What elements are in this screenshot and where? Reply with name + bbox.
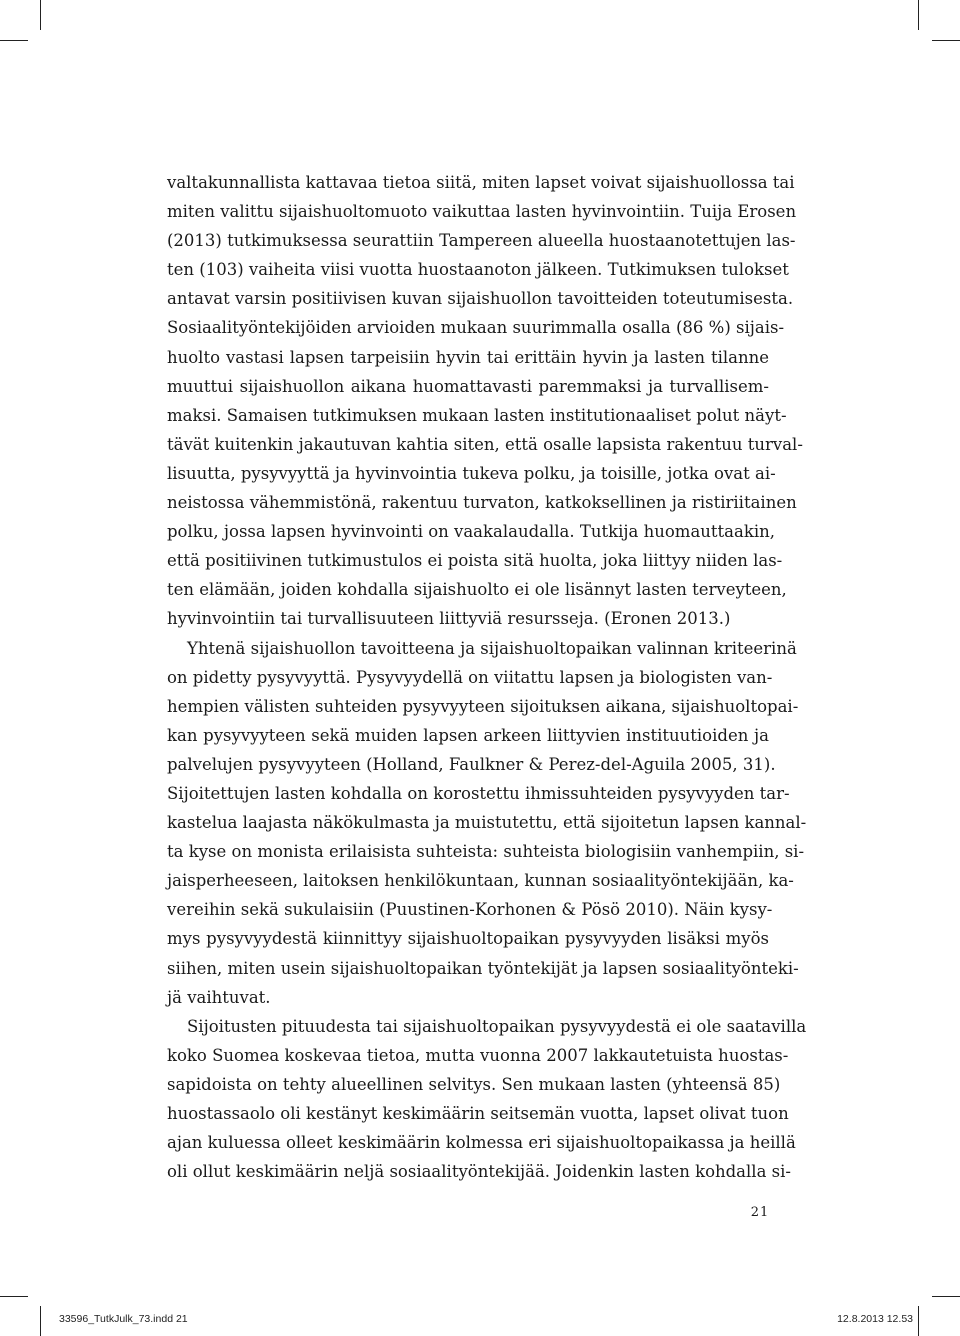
text-line: polku, jossa lapsen hyvinvointi on vaakalaudalla. Tutkija huomauttaakin,: [167, 522, 775, 542]
text-line: jaisperheeseen, laitoksen henkilökuntaan, kunnan sosiaalityöntekijään, ka-: [167, 871, 794, 891]
crop-mark: [932, 40, 960, 41]
text-line: huostassaolo oli kestänyt keskimäärin seitsemän vuotta, lapset olivat tuon: [167, 1104, 789, 1123]
text-line: lisuutta, pysyvyyttä ja hyvinvointia tukeva polku, ja toisille, jotka ovat ai-: [167, 463, 776, 483]
text-line: ajan kuluessa olleet keskimäärin kolmessa eri sijaishuoltopaikassa ja heillä: [167, 1133, 796, 1153]
text-line: ten (103) vaiheita viisi vuotta huostaanoton jälkeen. Tutkimuksen tulokset: [167, 260, 789, 280]
slug-filename: 33596_TutkJulk_73.indd 21: [59, 1313, 188, 1325]
text-line: hyvinvointiin tai turvallisuuteen liittyviä resursseja. (Eronen 2013.): [167, 609, 731, 629]
crop-mark: [0, 40, 28, 41]
text-line: koko Suomea koskevaa tietoa, mutta vuonna 2007 lakkautetuista huostas-: [167, 1045, 789, 1065]
text-line: vereihin sekä sukulaisiin (Puustinen-Korhonen & Pösö 2010). Näin kysy-: [167, 900, 773, 920]
text-line: jä vaihtuvat.: [167, 987, 271, 1007]
text-line: sapidoista on tehty alueellinen selvitys. Sen mukaan lasten (yhteensä 85): [167, 1074, 781, 1094]
slug-datetime: 12.8.2013 12.53: [837, 1313, 913, 1325]
crop-mark: [40, 0, 41, 30]
text-line: Sijoitettujen lasten kohdalla on korostettu ihmissuhteiden pysyvyyden tar-: [167, 783, 790, 803]
text-line: on pidetty pysyvyyttä. Pysyvyydellä on viitattu lapsen ja biologisten van-: [167, 667, 773, 687]
text-line: muuttui sijaishuollon aikana huomattavasti paremmaksi ja turvallisem-: [167, 376, 769, 396]
text-line: Yhtenä sijaishuollon tavoitteena ja sijaishuoltopaikan valinnan kriteerinä: [187, 638, 797, 658]
text-line: miten valittu sijaishuoltomuoto vaikuttaa lasten hyvinvointiin. Tuija Erosen: [167, 202, 797, 222]
text-line: tävät kuitenkin jakautuvan kahtia siten, että osalle lapsista rakentuu turval-: [167, 434, 803, 454]
crop-mark: [0, 1296, 28, 1297]
crop-mark: [40, 1306, 41, 1336]
text-line: antavat varsin positiivisen kuvan sijaishuollon tavoitteiden toteutumisesta.: [167, 289, 794, 309]
text-line: valtakunnallista kattavaa tietoa siitä, miten lapset voivat sijaishuollossa tai: [167, 173, 795, 192]
text-line: oli ollut keskimäärin neljä sosiaalityöntekijää. Joidenkin lasten kohdalla si-: [167, 1162, 791, 1182]
page-number: 21: [750, 1205, 770, 1220]
body-text: [167, 168, 807, 1186]
text-line: neistossa vähemmistönä, rakentuu turvaton, katkoksellinen ja ristiriitainen: [167, 493, 797, 513]
text-line: siihen, miten usein sijaishuoltopaikan työntekijät ja lapsen sosiaalityönteki-: [167, 958, 799, 978]
text-line: maksi. Samaisen tutkimuksen mukaan lasten institutionaaliset polut näyt-: [167, 405, 787, 425]
text-line: huolto vastasi lapsen tarpeisiin hyvin tai erittäin hyvin ja lasten tilanne: [167, 347, 769, 367]
text-line: hempien välisten suhteiden pysyvyyteen sijoituksen aikana, sijaishuoltopai-: [167, 696, 799, 716]
text-line: (2013) tutkimuksessa seurattiin Tampereen alueella huostaanotettujen las-: [167, 231, 796, 251]
text-line: mys pysyvyydestä kiinnittyy sijaishuoltopaikan pysyvyyden lisäksi myös: [167, 929, 769, 949]
text-line: palvelujen pysyvyyteen (Holland, Faulkner & Perez-del-Aguila 2005, 31).: [167, 754, 776, 774]
text-line: ten elämään, joiden kohdalla sijaishuolto ei ole lisännyt lasten terveyteen,: [167, 580, 787, 600]
text-line: kan pysyvyyteen sekä muiden lapsen arkeen liittyvien instituutioiden ja: [167, 725, 769, 745]
text-line: Sijoitusten pituudesta tai sijaishuoltopaikan pysyvyydestä ei ole saatavilla: [187, 1016, 807, 1036]
text-line: kastelua laajasta näkökulmasta ja muistutettu, että sijoitetun lapsen kannal-: [167, 813, 807, 833]
text-line: että positiivinen tutkimustulos ei poista sitä huolta, joka liittyy niiden las-: [167, 551, 783, 571]
crop-mark: [918, 1306, 919, 1336]
text-line: ta kyse on monista erilaisista suhteista: suhteista biologisiin vanhempiin, si-: [167, 842, 805, 862]
crop-mark: [932, 1296, 960, 1297]
crop-mark: [918, 0, 919, 30]
text-line: Sosiaalityöntekijöiden arvioiden mukaan suurimmalla osalla (86 %) sijais-: [167, 318, 785, 338]
